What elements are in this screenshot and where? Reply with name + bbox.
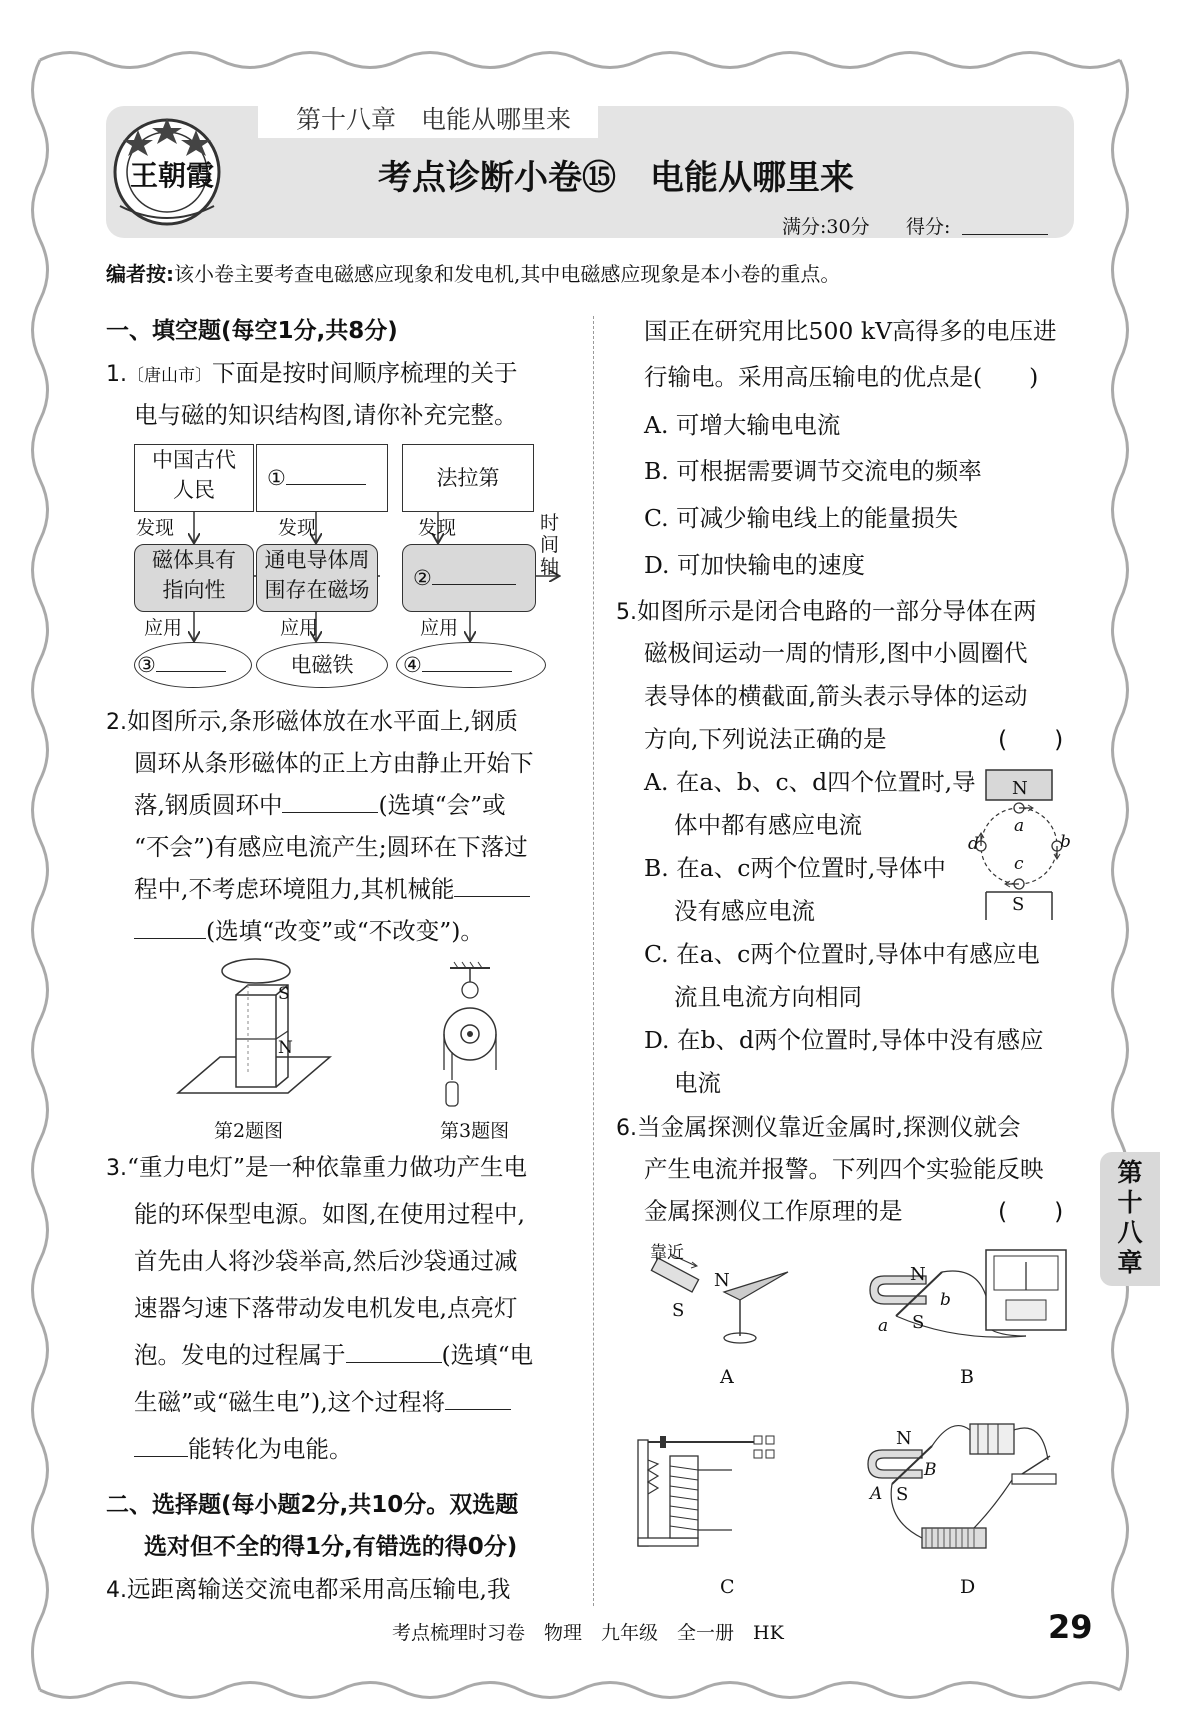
q3-line1 [106,1146,527,1190]
q2-number: 2. [106,710,127,735]
diagram-box-current-magnetic [256,544,378,612]
q1-number: 1. [106,362,127,387]
q6b-b: b [940,1290,951,1310]
q3-blank-1[interactable] [346,1340,442,1363]
axis-char: 时 [540,512,560,534]
q2-figure [170,955,350,1105]
label-discover-1: 发现 [136,517,175,539]
axis-char: 间 [540,534,560,556]
label-apply-2: 应用 [280,617,319,639]
blank-2-marker: ② [413,566,432,590]
q2-line2: 圆环从条形磁体的正上方由静止开始下 [134,749,534,777]
box-text: 磁体具有 [152,548,236,572]
q3-text: 能转化为电能。 [188,1435,353,1463]
q4-option-b[interactable]: B. 可根据需要调节交流电的频率 [644,457,982,485]
switch [1012,1474,1056,1484]
label-apply-1: 应用 [144,617,183,639]
q6b-s: S [912,1312,925,1333]
page-number: 29 [1048,1608,1093,1646]
q3-text: “重力电灯”是一种依靠重力做功产生电 [127,1153,528,1181]
editor-note-label: 编者按: [106,262,174,286]
q6-answer-paren[interactable]: ( ) [998,1197,1064,1225]
q6-figure-c [634,1430,794,1550]
q3-text: 生磁”或“磁生电”),这个过程将 [134,1388,446,1416]
q5-fig-s: S [1012,894,1025,915]
chapter-title: 第十八章 电能从哪里来 [296,105,572,134]
q3-line6 [134,1381,511,1423]
q4-option-a[interactable]: A. 可增大输电电流 [644,411,841,439]
steel-ring [222,959,290,983]
q1-line1 [106,352,518,397]
q6a-n: N [714,1270,730,1291]
blank-4[interactable] [422,651,512,672]
q5-fig-b: b [1060,832,1071,852]
q5-fig-c: c [1014,854,1024,874]
q2-text: (选填“会”或 [378,791,506,819]
q3-line7 [134,1428,353,1470]
blank-2[interactable] [432,562,516,585]
q2-blank-2b[interactable] [134,916,206,939]
q6d-s: S [896,1484,909,1505]
score-label: 得分: [906,216,951,238]
q5-answer-paren[interactable]: ( ) [998,725,1064,753]
q6-label-a[interactable]: A [720,1366,734,1388]
chapter-side-tab [1100,1152,1160,1286]
section2-title-line2: 选对但不全的得1分,有错选的得0分) [144,1534,518,1560]
q3-text: (选填“电 [441,1341,534,1369]
q6d-b: B [924,1460,937,1480]
diagram-oval-blank-3 [134,642,252,688]
label-apply-3: 应用 [420,617,459,639]
q6-text: 当金属探测仪靠近金属时,探测仪就会 [637,1113,1021,1141]
diagram-box-magnet-direction [134,544,254,612]
q2-blank-1[interactable] [282,790,378,813]
q2-figure-caption: 第2题图 [214,1120,284,1142]
q2-text: 落,钢质圆环中 [134,791,283,819]
box-text: 围存在磁场 [264,578,370,602]
q6-line1 [616,1106,1020,1150]
q3-blank-2a[interactable] [445,1387,511,1410]
q3-number: 3. [106,1156,127,1181]
q4-line2: 国正在研究用比500 kV高得多的电压进 [644,317,1057,345]
q3-text: 泡。发电的过程属于 [134,1341,346,1369]
q6-label-b[interactable]: B [960,1366,974,1388]
q3-line4: 速器匀速下落带动发电机发电,点亮灯 [134,1294,518,1322]
light-bulb [462,982,478,998]
q1-knowledge-diagram [134,442,564,690]
q6a-near: 靠近 [650,1243,684,1263]
q6d-a: A [870,1484,883,1504]
q3-figure [430,960,510,1110]
q3-blank-2b[interactable] [134,1434,188,1457]
q2-text: 如图所示,条形磁体放在水平面上,钢质 [127,707,518,735]
blank-3-marker: ③ [137,653,156,677]
q5-option-b-line2: 没有感应电流 [674,897,815,925]
box-text: 通电导体周 [264,548,370,572]
section1-title: 一、填空题(每空1分,共8分) [106,318,398,344]
q4-number: 4. [106,1578,127,1603]
q2-fig-n-label: N [278,1038,293,1058]
q2-line4: “不会”)有感应电流产生;圆环在下落过 [134,833,528,861]
side-tab-char: 章 [1117,1248,1143,1277]
q3-figure-caption: 第3题图 [440,1120,510,1142]
diagram-box-faraday: 法拉第 [402,444,534,512]
q5-option-d-line1[interactable]: D. 在b、d两个位置时,导体中没有感应 [644,1026,1044,1054]
side-tab-char: 八 [1117,1218,1143,1247]
label-discover-2: 发现 [278,517,317,539]
q3-line5 [134,1334,533,1376]
q5-text: 如图所示是闭合电路的一部分导体在两 [637,597,1037,625]
bar-magnet [651,1258,698,1292]
q5-fig-d: d [968,834,979,854]
q3-line3: 首先由人将沙袋举高,然后沙袋通过减 [134,1247,518,1275]
time-axis-label [540,512,562,578]
box-text: 中国古代 [152,448,236,472]
q6b-a: a [878,1316,889,1336]
q2-line5 [134,868,530,910]
q4-text: 远距离输送交流电都采用高压输电,我 [127,1575,511,1603]
q4-line1 [106,1568,510,1612]
q2-line6 [134,910,484,952]
blank-4-marker: ④ [403,653,422,677]
q5-option-c-line2: 流且电流方向相同 [674,983,862,1011]
q1-line2: 电与磁的知识结构图,请你补充完整。 [134,401,518,429]
score-blank[interactable] [962,234,1048,235]
q5-option-c-line1[interactable]: C. 在a、c两个位置时,导体中有感应电 [644,940,1040,968]
full-score: 满分:30分 [782,216,870,238]
box-text: 指向性 [162,578,226,602]
q2-fig-s-label: S [278,984,290,1004]
q6b-n: N [910,1264,926,1285]
q5-option-a-line2: 体中都有感应电流 [674,811,862,839]
q2-blank-2a[interactable] [454,874,530,897]
logo-text: 王朝霞 [130,159,215,192]
page-title: 考点诊断小卷⑮ 电能从哪里来 [378,158,854,198]
diagram-box-blank-1 [256,444,388,512]
q1-text1: 下面是按时间顺序梳理的关于 [212,359,518,387]
q5-line2: 磁极间运动一周的情形,图中小圆圈代 [644,639,1028,667]
label-discover-3: 发现 [418,517,457,539]
brand-logo [108,110,226,228]
diagram-box-ancient-people [134,444,254,512]
q2-line1 [106,700,518,744]
q5-fig-a: a [1014,816,1025,836]
q6-figure-d [862,1410,1072,1560]
blank-3[interactable] [156,651,226,672]
diagram-oval-blank-4 [396,642,546,688]
compass-needle [724,1272,788,1300]
diagram-box-blank-2 [402,544,536,612]
section2-title-line1: 二、选择题(每小题2分,共10分。双选题 [106,1492,519,1518]
bar-magnet [236,995,276,1087]
battery [970,1424,1014,1454]
q5-line4: 方向,下列说法正确的是 [644,725,887,753]
q4-line3: 行输电。采用高压输电的优点是( ) [644,363,1039,391]
side-tab-char: 十 [1117,1188,1143,1217]
sandbag [446,1082,458,1106]
q1-source: 〔唐山市〕 [127,366,212,386]
editor-note-text: 该小卷主要考查电磁感应现象和发电机,其中电磁感应现象是本小卷的重点。 [174,262,841,286]
axis-char: 轴 [540,556,560,578]
q5-line3: 表导体的横截面,箭头表示导体的运动 [644,682,1028,710]
q6-line3: 金属探测仪工作原理的是 [644,1197,903,1225]
q5-line1 [616,590,1037,634]
blank-1[interactable] [286,462,366,485]
column-divider [593,316,594,1606]
q5-number: 5. [616,600,637,625]
blank-1-marker: ① [267,466,286,490]
q5-option-a-line1[interactable]: A. 在a、b、c、d四个位置时,导 [644,768,976,796]
q6-label-d[interactable]: D [960,1576,976,1598]
side-tab-char: 第 [1117,1158,1143,1187]
q6d-n: N [896,1428,912,1449]
q2-text: (选填“改变”或“不改变”)。 [206,917,484,945]
diagram-oval-electromagnet: 电磁铁 [256,642,388,688]
q6-label-c[interactable]: C [720,1576,735,1598]
q4-option-c[interactable]: C. 可减少输电线上的能量损失 [644,504,959,532]
editor-note [106,258,840,287]
q6-line2: 产生电流并报警。下列四个实验能反映 [644,1155,1044,1183]
q5-option-d-line2: 电流 [674,1069,721,1097]
q6-figure-b [866,1246,1076,1346]
q6-number: 6. [616,1116,637,1141]
q5-option-b-line1[interactable]: B. 在a、c两个位置时,导体中 [644,854,946,882]
q4-option-d[interactable]: D. 可加快输电的速度 [644,551,865,579]
q2-line3 [134,784,506,826]
box-text: 人民 [173,478,215,502]
footer-text: 考点梳理时习卷 物理 九年级 全一册 HK [392,1622,784,1644]
q3-line2: 能的环保型电源。如图,在使用过程中, [134,1200,525,1228]
q6a-s: S [672,1300,685,1321]
q5-fig-n: N [1012,778,1028,799]
q2-text: 程中,不考虑环境阻力,其机械能 [134,875,455,903]
